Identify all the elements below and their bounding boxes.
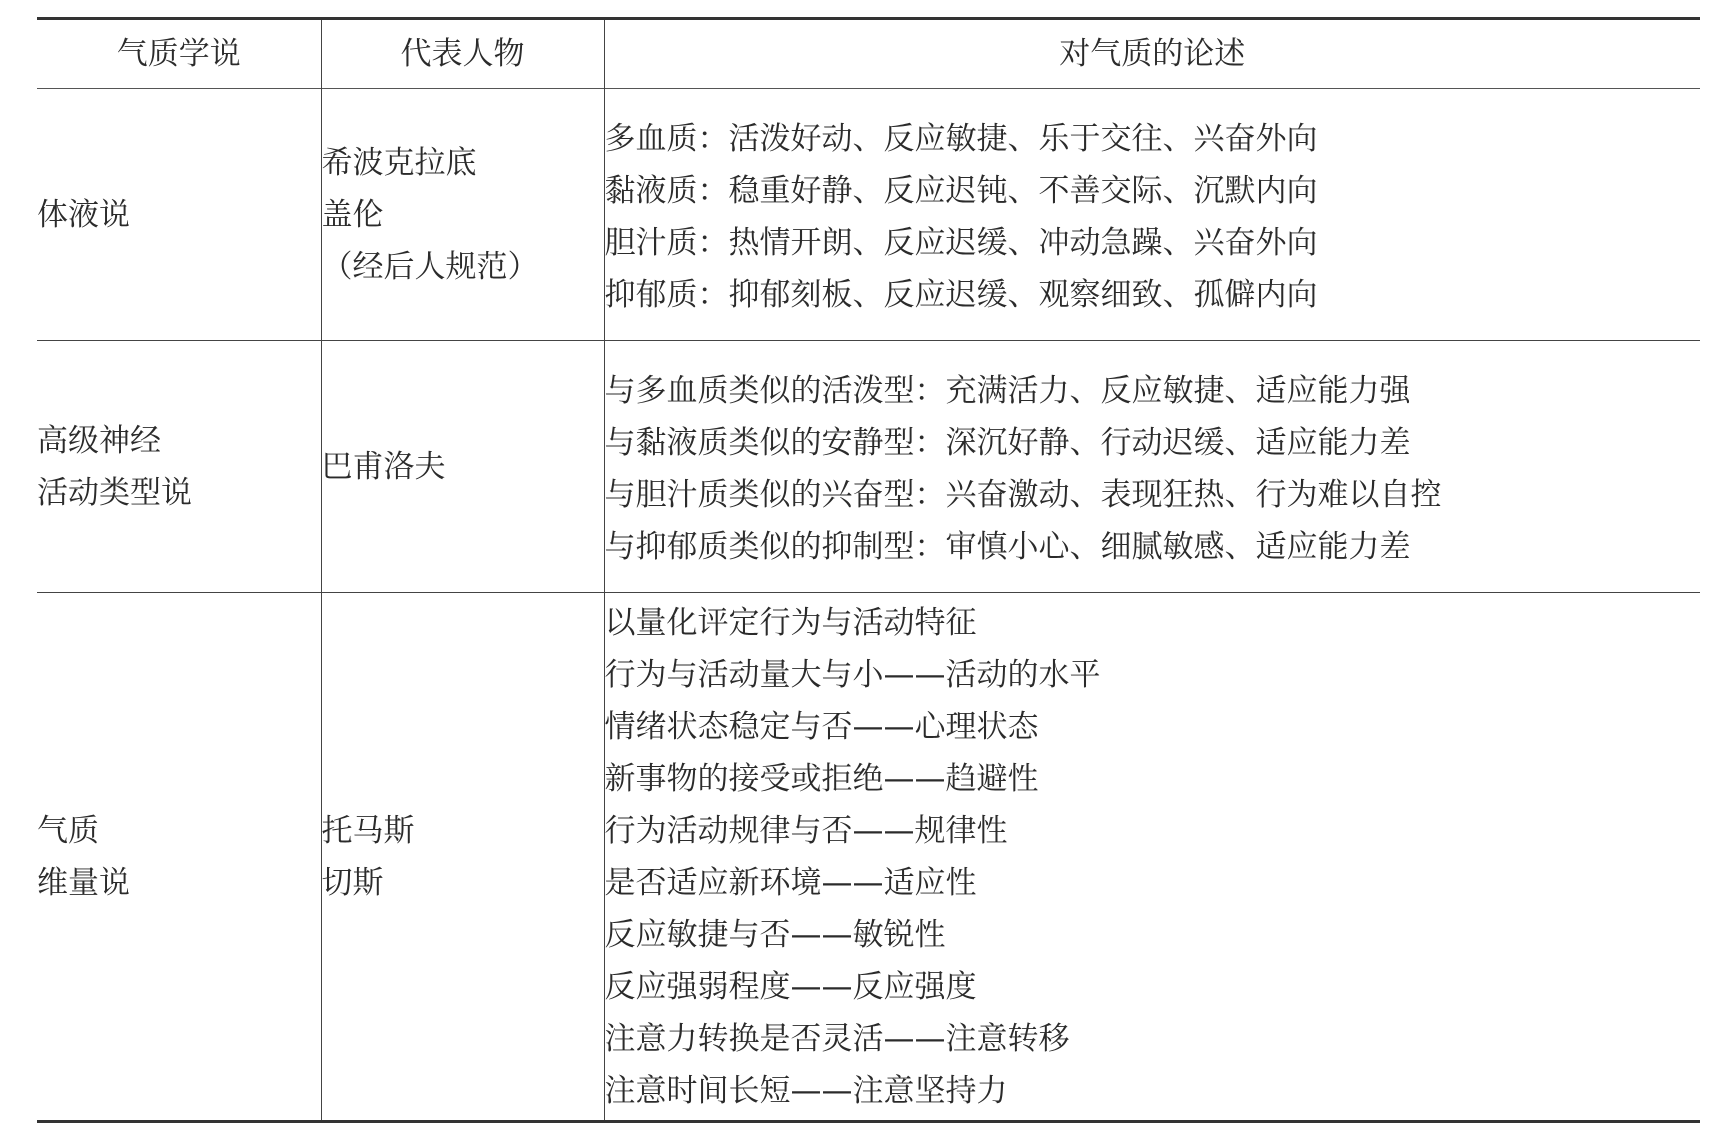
theory-name: 活动类型说 <box>37 474 192 511</box>
description-line: 注意力转换是否灵活——注意转移 <box>604 1020 1070 1057</box>
theory-cell <box>37 89 321 341</box>
figure-cell <box>321 593 604 1122</box>
description-line: 与胆汁质类似的兴奋型：兴奋激动、表现狂热、行为难以自控 <box>604 476 1442 513</box>
description-line: 情绪状态稳定与否——心理状态 <box>604 708 1039 745</box>
description-line: 新事物的接受或拒绝——趋避性 <box>604 760 1039 797</box>
temperament-theory-table <box>37 17 1700 1123</box>
figure-name: 切斯 <box>321 864 384 901</box>
description-line: 与黏液质类似的安静型：深沉好静、行动迟缓、适应能力差 <box>604 424 1411 461</box>
figure-name: 巴甫洛夫 <box>321 448 446 485</box>
theory-cell <box>37 593 321 1122</box>
theory-name: 高级神经 <box>37 422 161 459</box>
description-line: 行为与活动量大与小——活动的水平 <box>604 656 1101 693</box>
header-description: 对气质的论述 <box>604 19 1700 89</box>
description-line: 多血质：活泼好动、反应敏捷、乐于交往、兴奋外向 <box>604 120 1318 157</box>
description-line: 黏液质：稳重好静、反应迟钝、不善交际、沉默内向 <box>604 172 1318 209</box>
header-figure: 代表人物 <box>321 19 604 89</box>
figure-name: 托马斯 <box>321 812 415 849</box>
table-row-dimension <box>37 593 1700 1122</box>
theory-name: 维量说 <box>37 864 130 901</box>
description-line: 与抑郁质类似的抑制型：审慎小心、细腻敏感、适应能力差 <box>604 528 1411 565</box>
table-body <box>37 89 1700 1122</box>
description-cell <box>604 593 1700 1122</box>
figure-name: 希波克拉底 <box>321 144 477 181</box>
header-row <box>37 19 1700 89</box>
description-line: 是否适应新环境——适应性 <box>604 864 977 901</box>
description-line: 胆汁质：热情开朗、反应迟缓、冲动急躁、兴奋外向 <box>604 224 1318 261</box>
header-theory: 气质学说 <box>116 35 241 72</box>
description-line: 反应强弱程度——反应强度 <box>604 968 977 1005</box>
table-row-humoral <box>37 89 1700 341</box>
figure-note: （经后人规范） <box>321 248 539 285</box>
table-row-neural <box>37 341 1700 593</box>
description-cell <box>604 89 1700 341</box>
figure-name: 盖伦 <box>321 196 384 233</box>
description-line: 抑郁质：抑郁刻板、反应迟缓、观察细致、孤僻内向 <box>604 276 1318 313</box>
description-line: 反应敏捷与否——敏锐性 <box>604 916 946 953</box>
description-line: 注意时间长短——注意坚持力 <box>604 1072 1008 1109</box>
table-header <box>37 19 1700 89</box>
description-line: 与多血质类似的活泼型：充满活力、反应敏捷、适应能力强 <box>604 372 1411 409</box>
theory-name: 气质 <box>37 812 99 849</box>
description-line: 以量化评定行为与活动特征 <box>604 604 977 641</box>
figure-cell <box>321 89 604 341</box>
description-cell <box>604 341 1700 593</box>
figure-cell <box>321 341 604 593</box>
description-line: 行为活动规律与否——规律性 <box>604 812 1008 849</box>
theory-name: 体液说 <box>37 196 130 233</box>
theory-cell <box>37 341 321 593</box>
